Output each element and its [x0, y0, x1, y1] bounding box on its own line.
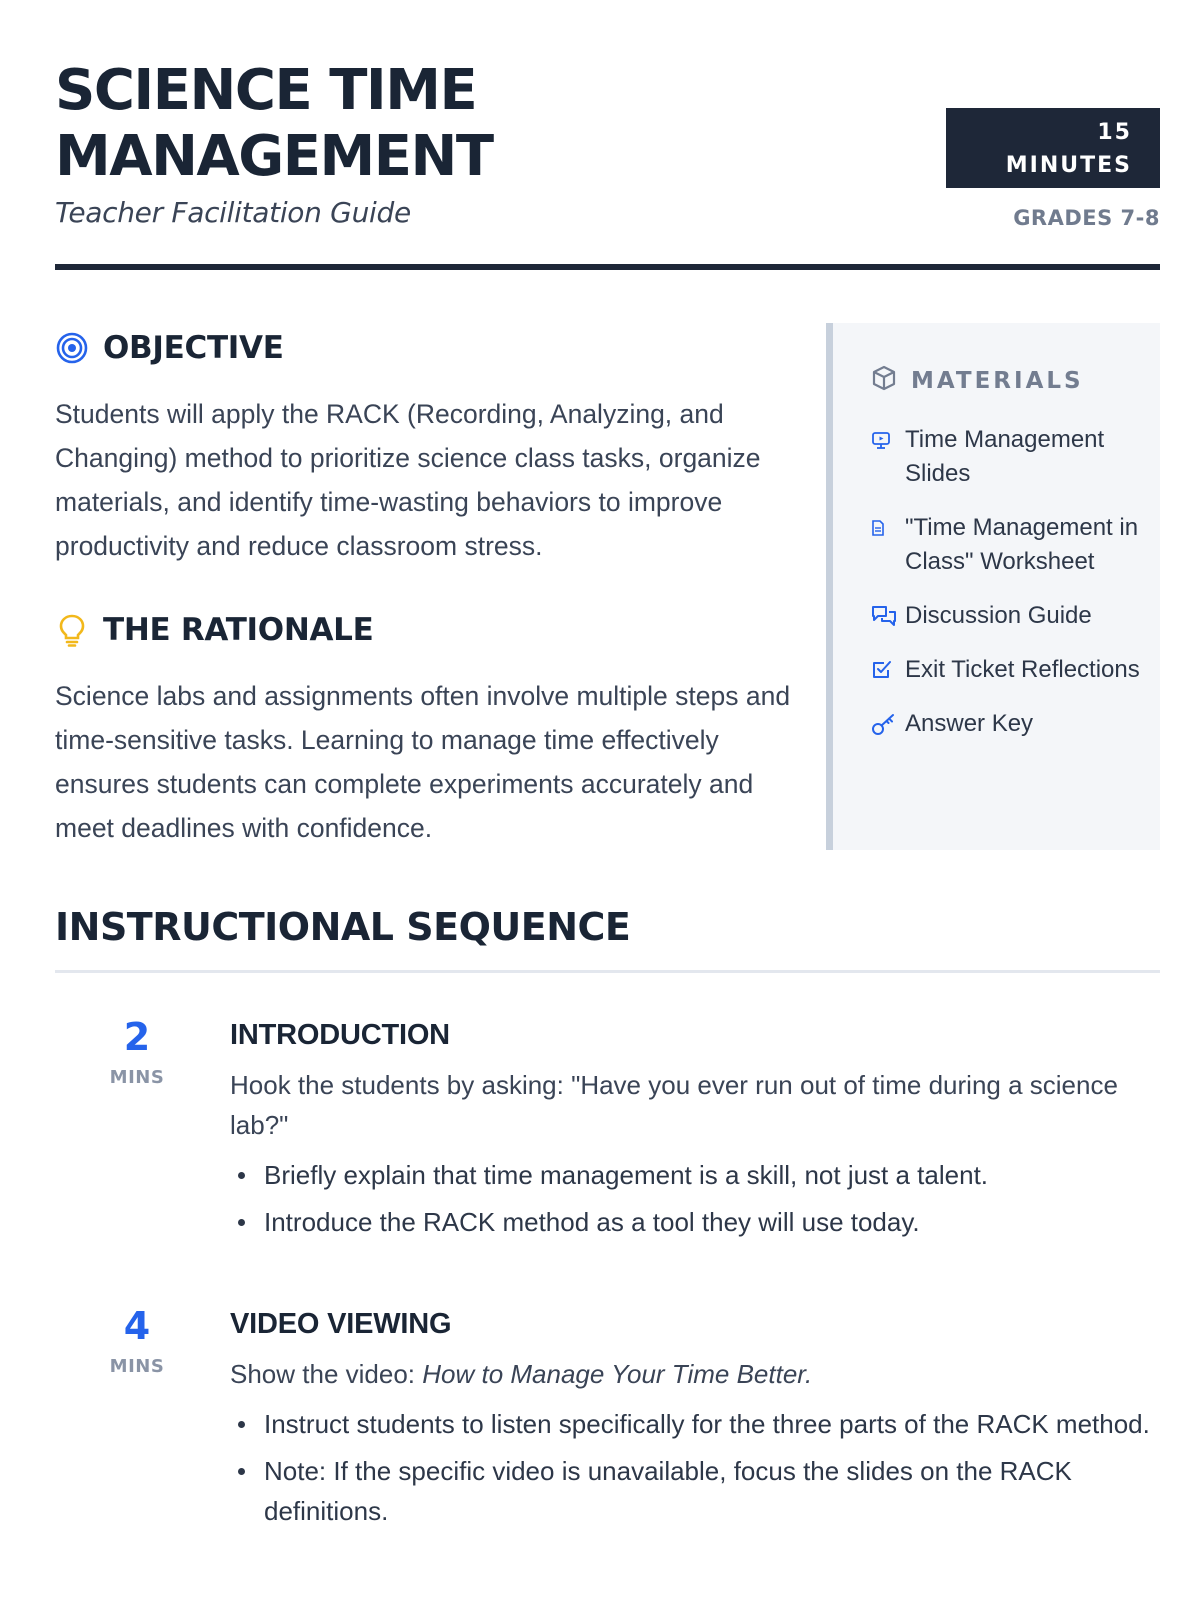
list-item: Briefly explain that time management is a skill, not just a talent. — [230, 1155, 1160, 1195]
step-bullets — [230, 1404, 1160, 1531]
material-item-answer-key — [871, 707, 1151, 741]
materials-heading: MATERIALS — [911, 367, 1084, 394]
page-header — [55, 58, 1160, 270]
step-minutes: 4 — [123, 1304, 151, 1348]
step-duration — [95, 1015, 179, 1088]
step-lead-prefix: Show the video: — [230, 1359, 423, 1389]
chat-icon — [871, 599, 897, 633]
checkbox-icon — [871, 653, 897, 687]
step-bullets — [230, 1155, 1160, 1242]
step-body — [230, 1304, 1160, 1538]
material-label: Time Management Slides — [905, 426, 1105, 487]
video-title: How to Manage Your Time Better. — [422, 1359, 813, 1389]
duration-number: 15 — [1097, 120, 1132, 145]
material-label: "Time Management in Class" Worksheet — [905, 514, 1139, 575]
sequence-divider — [55, 970, 1160, 973]
step-title: INTRODUCTION — [230, 1019, 450, 1051]
materials-list — [871, 423, 1151, 761]
step-duration — [95, 1304, 179, 1377]
material-label: Discussion Guide — [905, 602, 1092, 629]
header-divider — [55, 264, 1160, 270]
objective-heading: OBJECTIVE — [103, 330, 284, 366]
rationale-text: Science labs and assignments often involve multiple steps and time-sensitive tasks. Learning to manage time effectively ensures students can complete experiments accurately and meet deadlines with confidence. — [55, 681, 791, 843]
materials-panel — [826, 323, 1160, 850]
step-minutes: 2 — [123, 1015, 151, 1059]
page-subtitle: Teacher Facilitation Guide — [55, 196, 411, 229]
grade-label: GRADES 7-8 — [1013, 206, 1160, 230]
target-icon — [55, 331, 89, 365]
box-icon — [871, 365, 897, 396]
step-body — [230, 1015, 1160, 1249]
list-item: Note: If the specific video is unavailable, focus the slides on the RACK definitions. — [230, 1451, 1160, 1531]
sequence-heading: INSTRUCTIONAL SEQUENCE — [55, 905, 631, 949]
objective-text: Students will apply the RACK (Recording, Analyzing, and Changing) method to prioritize science class tasks, organize materials, and identify time-wasting behaviors to improve productivity and reduce classroom stress. — [55, 399, 761, 561]
material-item-discussion — [871, 599, 1151, 633]
materials-heading-row — [871, 365, 1084, 396]
material-item-worksheet — [871, 511, 1151, 579]
rationale-heading-row — [55, 612, 374, 648]
key-icon — [871, 707, 897, 741]
presentation-icon — [871, 423, 897, 457]
step-lead: Hook the students by asking: "Have you ever run out of time during a science lab?" — [230, 1070, 1118, 1140]
step-minutes-unit: MINS — [109, 1067, 165, 1088]
page-title: SCIENCE TIME MANAGEMENT — [55, 58, 493, 189]
document-icon — [871, 511, 897, 545]
list-item: Introduce the RACK method as a tool they will use today. — [230, 1202, 1160, 1242]
step-minutes-unit: MINS — [109, 1356, 165, 1377]
material-item-slides — [871, 423, 1151, 491]
duration-badge — [946, 108, 1160, 188]
material-item-exit-ticket — [871, 653, 1151, 687]
step-title: VIDEO VIEWING — [230, 1308, 452, 1340]
duration-unit: MINUTES — [1005, 153, 1132, 178]
rationale-heading: THE RATIONALE — [103, 612, 374, 648]
material-label: Exit Ticket Reflections — [905, 656, 1140, 683]
list-item: Instruct students to listen specifically for the three parts of the RACK method. — [230, 1404, 1160, 1444]
objective-heading-row — [55, 330, 284, 366]
material-label: Answer Key — [905, 710, 1034, 737]
step-lead — [230, 1354, 1160, 1394]
lightbulb-icon — [55, 613, 89, 647]
